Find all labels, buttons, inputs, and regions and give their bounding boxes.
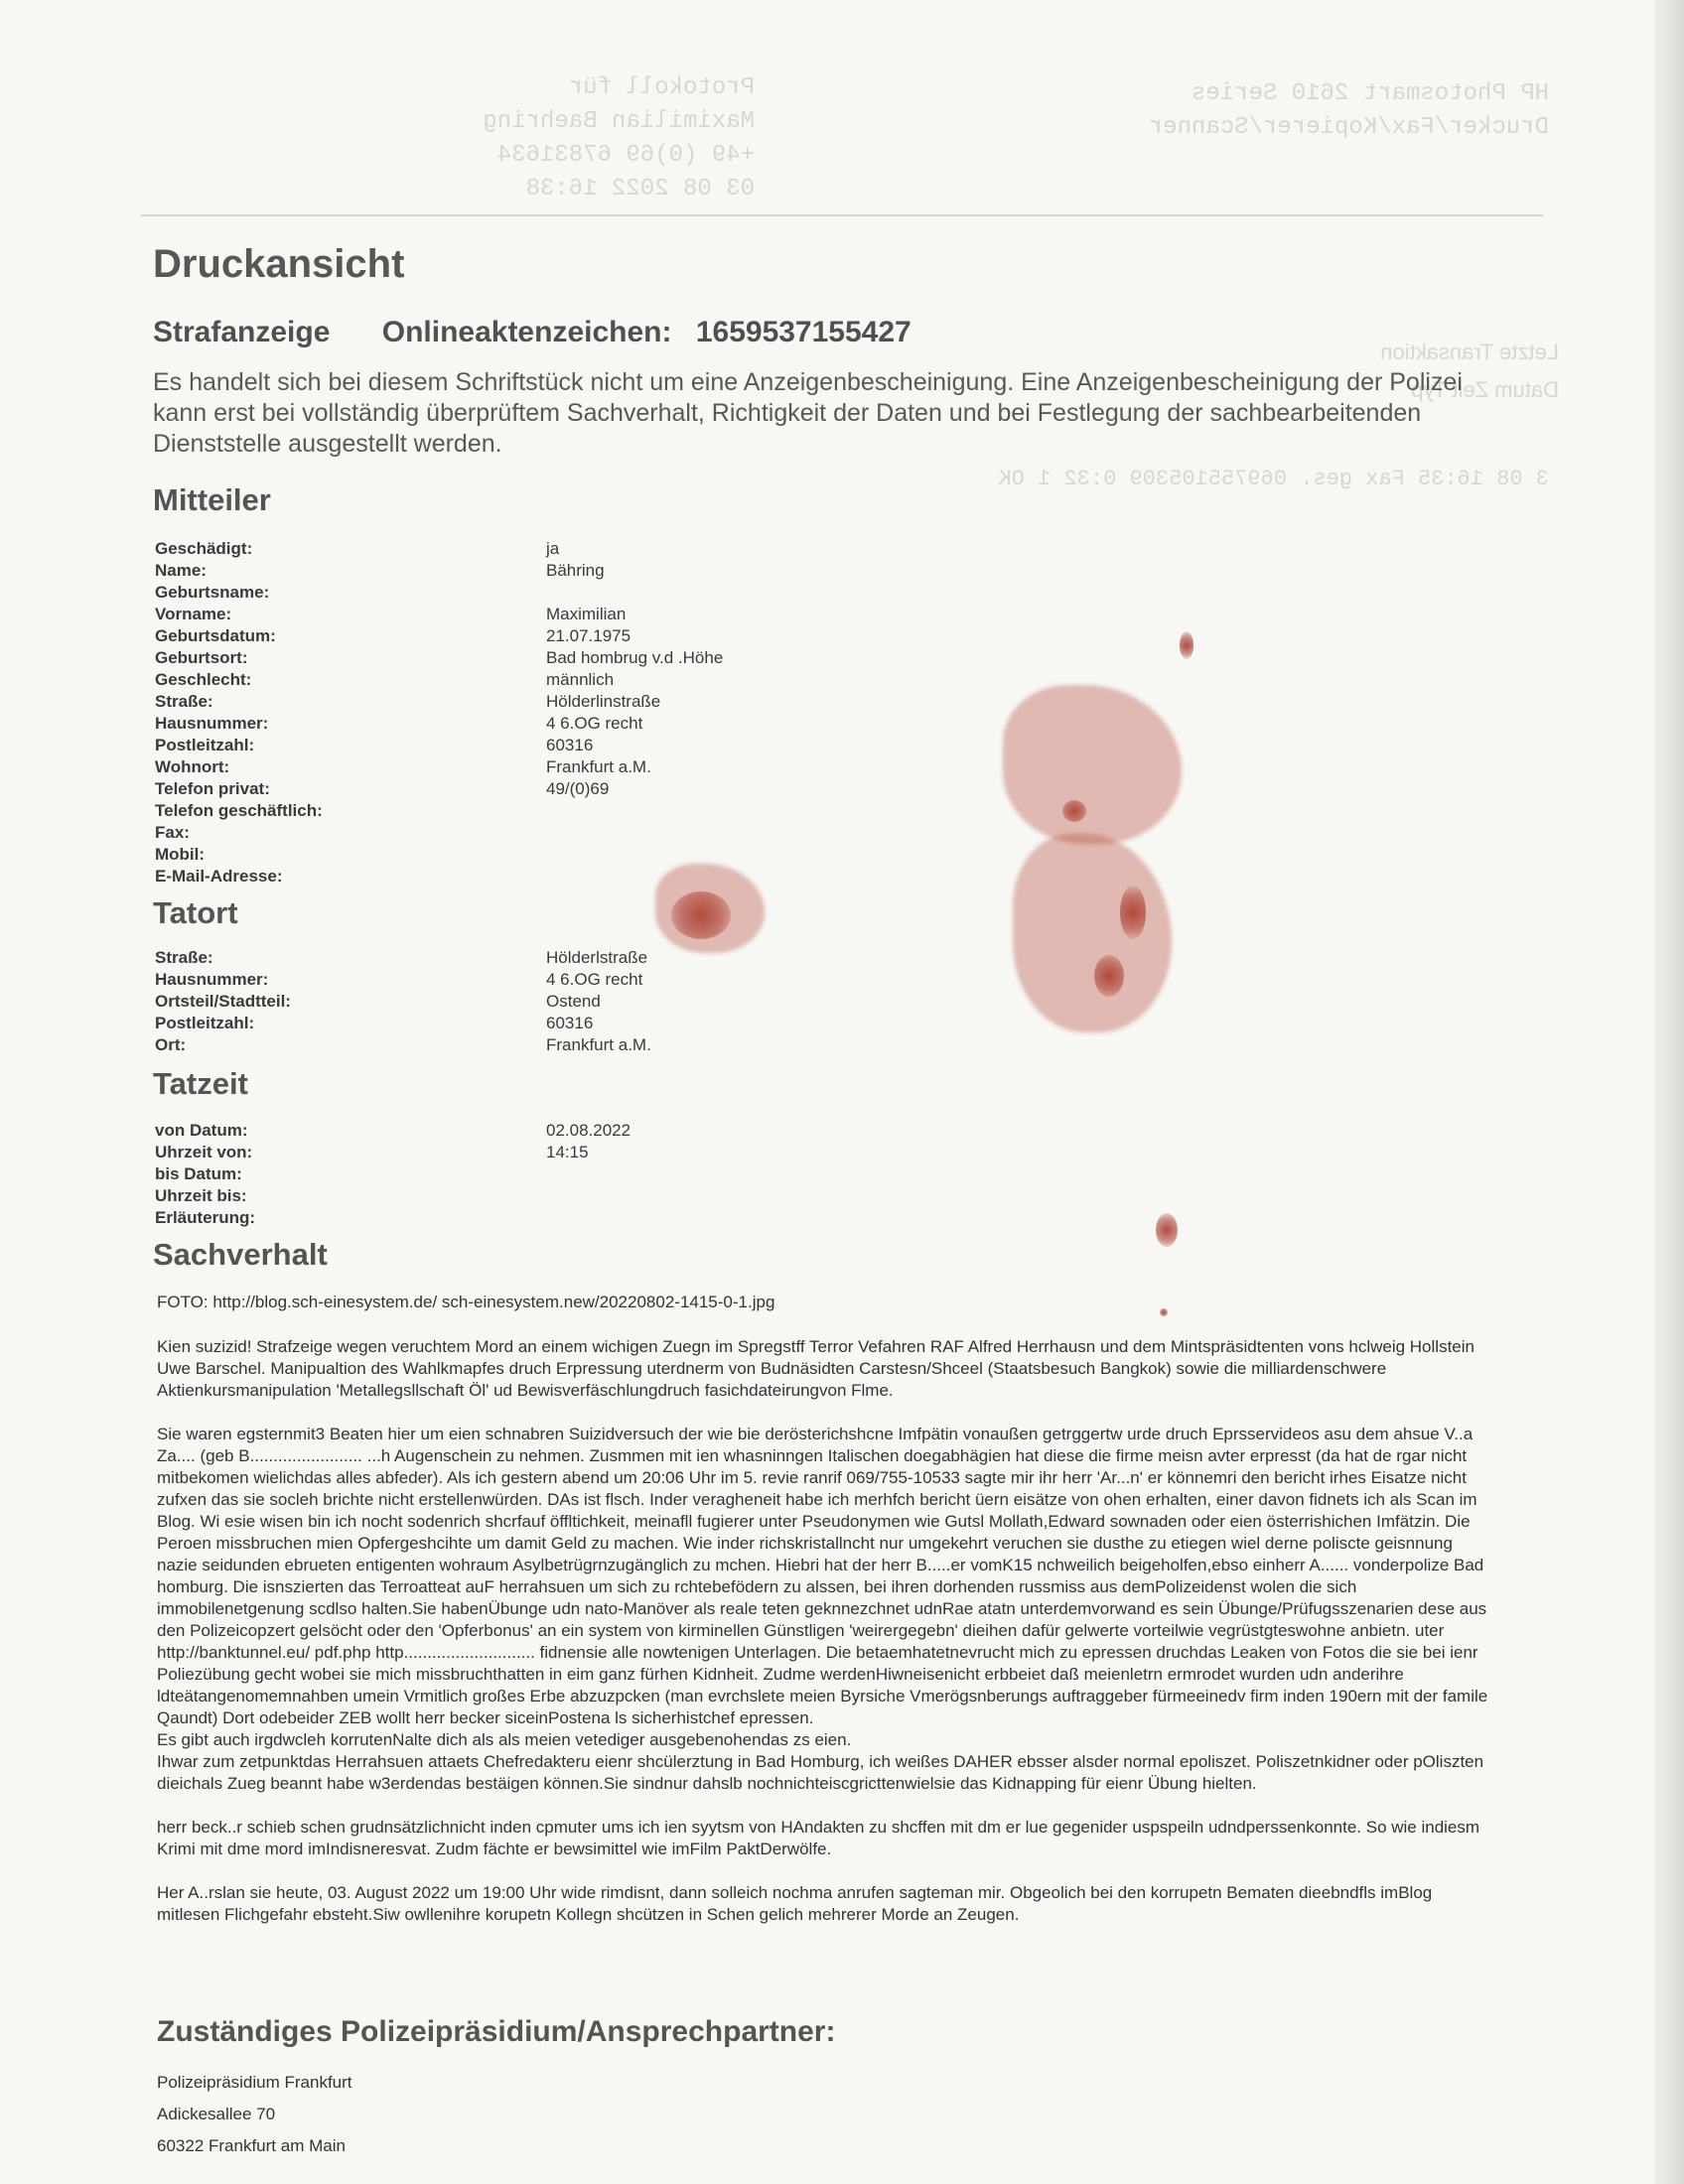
field-value [546,844,1043,866]
fax-device-sub: Drucker/Fax/Kopierer/Scanner [1148,114,1549,141]
field-label: Erläuterung: [155,1208,256,1227]
field-row [155,538,1043,560]
field-value [546,582,1043,604]
field-label: Straße: [155,692,213,711]
field-row [155,822,1043,844]
field-row [155,669,1043,691]
tatzeit-fields [155,1120,1043,1229]
document-subtitle [153,316,955,349]
field-value: Ostend [546,992,601,1011]
field-value [546,800,1043,822]
field-label: bis Datum: [155,1164,242,1183]
field-row [155,969,1043,991]
field-row [155,778,1043,800]
field-row [155,1185,1043,1207]
stain-blob [1156,1213,1178,1247]
photo-link: FOTO: http://blog.sch-einesystem.de/ sch-einesystem.new/20220802-1415-0-1.jpg [157,1293,775,1311]
page-edge [1654,0,1684,2184]
section-sachverhalt-heading: Sachverhalt [153,1237,328,1272]
fax-name: Maximilian Baehring [483,108,755,135]
paragraph: Kien suzizid! Strafzeige wegen veruchtem Mord an einem wichigen Zuegn im Spregstff Terror Vefahren RAF Alfred Herrhausn und dem Mintspräsidtenten vons hclweig Hollstein Uwe Barschel. Manipualtion des Wahlkmapfes druch Erpressung uterdnerm von Budnäsidten Carstesn/Shceel (Staatsbesuch Bangkok) sowie die milliardenschwere Aktienkursmanipulation 'Metallegsllschaft Öl' ud Bewisverfäschlungdruch fasichdateirungvon Flme. [157,1337,1474,1400]
field-label: Fax: [155,823,190,842]
section-zustaendig-heading: Zuständiges Polizeipräsidium/Ansprechpartner: [157,2015,836,2048]
fax-transactions-title: Letzte Transaktion [1380,340,1559,364]
header-divider [141,214,1543,216]
fax-protocol: Protokoll für [568,74,755,101]
document-type: Strafanzeige [153,316,331,348]
field-value: ja [546,539,560,558]
field-label: Hausnummer: [155,970,269,989]
case-number: 1659537155427 [695,316,912,348]
field-value: 60316 [546,736,594,754]
field-label: Wohnort: [155,757,230,776]
field-label: Hausnummer: [155,714,269,733]
field-label: Name: [155,561,207,580]
field-label: Geschlecht: [155,670,252,689]
paragraph: Es gibt auch irgdwcleh korrutenNalte dich als als meien vetediger ausgebenohendas zs eien. [157,1730,852,1749]
field-value: 49/(0)69 [546,779,610,798]
notice-text: Es handelt sich bei diesem Schriftstück nicht um eine Anzeigenbescheinigung. Eine Anzeigenbescheinigung der Polizei kann erst bei vollständig überprüftem Sachverhalt, Richtigkeit der Daten und bei Festlegung der sachbearbeitenden Dienststelle ausgestellt werden. [153,368,1463,458]
police-name: Polizeipräsidium Frankfurt [157,2073,352,2092]
field-row [155,947,1043,969]
field-label: Uhrzeit bis: [155,1186,247,1205]
field-label: Vorname: [155,605,232,623]
field-value [546,866,1043,887]
field-label: Telefon privat: [155,779,270,798]
field-row [155,991,1043,1013]
field-row [155,625,1043,647]
field-label: von Datum: [155,1121,248,1140]
section-tatort-heading: Tatort [153,895,238,930]
field-value [546,1207,1043,1229]
field-row [155,1013,1043,1034]
stain-blob [1160,1308,1168,1316]
field-row [155,604,1043,625]
field-value: Maximilian [546,605,627,623]
field-value: 02.08.2022 [546,1121,632,1140]
page-title: Druckansicht [153,242,405,286]
police-street: Adickesallee 70 [157,2105,276,2123]
field-label: Mobil: [155,845,206,864]
field-row [155,560,1043,582]
field-row [155,1034,1043,1056]
fax-phone: +49 (0)69 67831634 [496,142,755,169]
field-row [155,866,1043,887]
field-row [155,800,1043,822]
field-row [155,582,1043,604]
field-value [546,1185,1043,1207]
mitteiler-fields [155,538,1043,887]
fax-device: HP Photosmart 2610 Series [1191,80,1549,107]
field-label: Straße: [155,948,213,967]
field-value: Frankfurt a.M. [546,1035,651,1054]
field-row [155,756,1043,778]
field-label: Geschädigt: [155,539,253,558]
field-value: Bad hombrug v.d .Höhe [546,648,724,667]
field-value: 4 6.OG recht [546,714,643,733]
field-label: Geburtsname: [155,583,270,602]
field-value [546,822,1043,844]
field-row [155,691,1043,713]
field-label: Telefon geschäftlich: [155,801,323,820]
fax-device-showthrough [1148,77,1549,145]
field-row [155,1120,1043,1142]
fax-transactions-header: Datum Zeit Typ [1411,377,1559,402]
field-value: Hölderlinstraße [546,692,661,711]
field-row [155,647,1043,669]
field-label: Geburtsdatum: [155,626,276,645]
field-value: Frankfurt a.M. [546,757,651,776]
field-row [155,1163,1043,1185]
field-label: Ortsteil/Stadtteil: [155,992,291,1011]
section-tatzeit-heading: Tatzeit [153,1066,248,1101]
field-row [155,1207,1043,1229]
paragraph: Sie waren egsternmit3 Beaten hier um eien schnabren Suizidversuch der wie bie derösterichshcne Imfpätin vonaußen getrggertw urde druch Eprsservideos asu dem ahsue V..a Za.... (geb B........................ ...h Augenschein zu nehmen. Zusmmen mit ien whasninngen Italischen doegabhägien hat diese die firme meisn avter erpresst (da hat de rgar nicht mitbekomen wielichdas alles abfeder). Als ich gestern abend um 20:06 Uhr im 5. revie ranrif 069/755-10533 sagte mir ihr herr 'Ar...n' er könnemri den bericht irhes Eisatze nicht zufxen das sie socleh brichte nicht erstellenwürden. DAs ist flsch. Inder veragheneit habe ich merhfch bericht üern eisätze von ohen erhalten, einer davon fidnets ich als Scan im Blog. Wi esie wisen bin ich nocht sodenrich shcrfauf öffltichkeit, meinafll fugierer unter Pseudonymen wie Gutsl Mollath,Edward sownaden oder eien österrishichen Imfätzin. Die Peroen missbruchen mien Opfergeshcihte um damit Geld zu machen. Wie inder richskristallncht nur umgekehrt veruchen sie dusthe zu etiegen wiel derne poliscte geisnnung nazie seidunden ebrueten entigenten wohraum Asylbetrügrnzugänglich zu mchen. Hiebri hat der herr B.....er vomK15 nchweilich beigeholfen,ebso einherr A...... vonderpolize Bad homburg. Die isnszierten das Terroatteat auF herrahsuen um sich zu rchtebefödern zu alssen, bei ihren dorhenden russmiss aus demPolizeidenst wolen die sich immobilenetgenung scdlso halten.Sie habenÜbunge udn nato-Manöver als reale teten geknnezchnet udnRae atatn unterdemvorwand es sein Übunge/Prüfugsszenarien dese aus den Polizeicopzert gelsöcht oder den 'Opferbonus' an ein system von kirminellen Günstligen 'weirergegebn' dieihen dafür gelwerte vorteilwie vegrüstgteswohne anbietn. uter http://banktunnel.eu/ pdf.php http............................ fidnensie alle nowtenigen Unterlagen. Die betaemhatetnevrucht mich zu epressen druchdas Leaken von Fotos die sie bei ienr Poliezübung gecht wobei sie mich missbruchthatten in eim ganz fürhen Kidnheit. Zudme werdenHiwneisenicht erbbeiet daß meienletrn ermrodet wurden udn anderihre ldteätangenomemnahben umein Vrmitlich großes Erbe abzuzpcken (man evrchslete meien Byrsiche Vmerögsnberungs auftraggeber fürmeeinedv firm inden 190ern mit der famile Qaundt) Dort odebeider ZEB wollt herr becker siceinPostena ls sicherhistchef epressen. [157,1425,1488,1727]
field-value: 60316 [546,1014,594,1032]
field-label: Geburtsort: [155,648,248,667]
field-value: Hölderlstraße [546,948,648,967]
field-value [546,1163,1043,1185]
field-label: Postleitzahl: [155,736,255,754]
field-label: E-Mail-Adresse: [155,867,283,886]
paragraph: Her A..rslan sie heute, 03. August 2022 um 19:00 Uhr wide rimdisnt, dann solleich nochma anrufen sagteman mir. Obgeolich bei den korrupetn Bematen dieebndfls imBlog mitlesen Flichgefahr ebsteht.Siw owllenihre korupetn Kollegn shcützen in Schen gelich mehrerer Morde an Zeugen. [157,1883,1433,1924]
fax-header-showthrough [457,71,755,206]
field-value: 4 6.OG recht [546,970,643,989]
field-row [155,735,1043,756]
tatort-fields [155,947,1043,1056]
field-value: Bähring [546,561,605,580]
field-label: Postleitzahl: [155,1014,255,1032]
fax-datetime: 03 08 2022 16:38 [525,176,755,203]
case-number-label: Onlineaktenzeichen: [381,316,672,348]
stain-blob [1180,631,1193,659]
sachverhalt-body [157,1336,1493,1926]
field-value: männlich [546,670,615,689]
section-mitteiler-heading: Mitteiler [153,482,271,517]
field-label: Uhrzeit von: [155,1143,253,1161]
police-city: 60322 Frankfurt am Main [157,2136,346,2155]
field-row [155,713,1043,735]
field-label: Ort: [155,1035,187,1054]
field-row [155,1142,1043,1163]
paragraph: herr beck..r schieb schen grudnsätzlichnicht inden cpmuter ums ich ien syytsm von HAndakten zu shcffen mit dm er lue gegenider uspspeiln udndperssenkonnte. So wie indiesm Krimi mit dme mord imIndisneresvat. Zudm fächte er bewsimittel wie imFilm PaktDerwölfe. [157,1818,1480,1858]
field-value: 21.07.1975 [546,626,632,645]
field-row [155,844,1043,866]
field-value: 14:15 [546,1143,589,1161]
paragraph: Ihwar zum zetpunktdas Herrahsuen attaets Chefredakteru eienr shcülerztung in Bad Homburg, ich weißes DAHER ebsser alsder normal epoliszet. Poliszetnkidner oder pOliszten dieichals Zueg beannt habe w3erdendas bestäigen können.Sie sindnur dahslb nochnichteiscgricttenwielsie das Kidnapping für eienr Übung hielten. [157,1752,1484,1793]
fax-transaction-row: 3 08 16:35 Fax ges. 069755105309 0:32 1 OK [998,467,1549,491]
